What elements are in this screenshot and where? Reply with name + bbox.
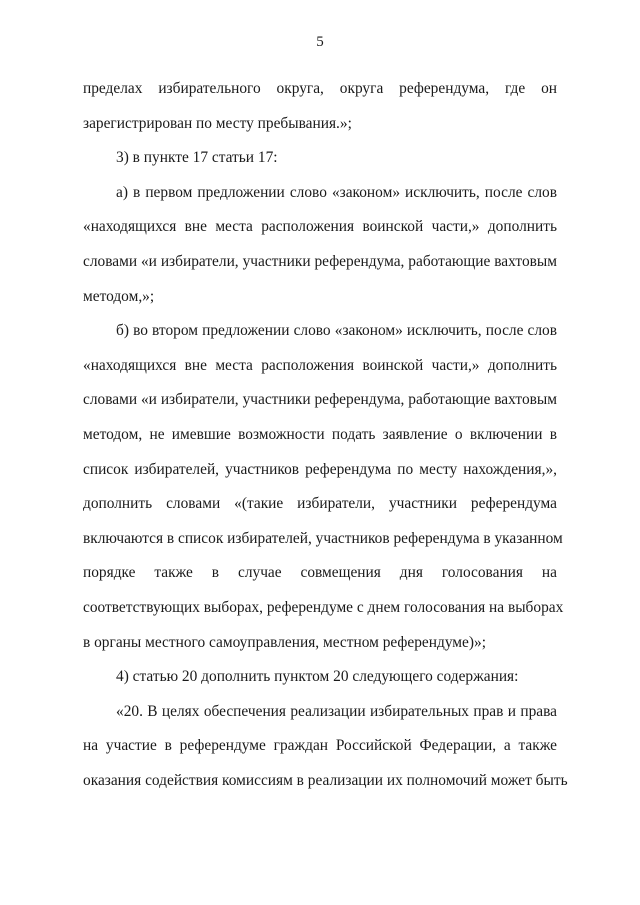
text-line: «находящихся вне места расположения воинской части,» дополнить [83,218,557,236]
text-line: словами «и избиратели, участники референдума, работающие вахтовым [83,391,557,409]
document-body [83,72,568,798]
text-line: соответствующих выборах, референдуме с днем голосования на выборах [83,598,564,616]
text-line: методом, не имевшие возможности подать заявление о включении в [83,425,557,443]
text-line: включаются в список избирателей, участников референдума в указанном [83,529,563,547]
text-line: пределах избирательного округа, округа референдума, где он [83,80,557,97]
text-line: словами «и избиратели, участники референдума, работающие вахтовым [83,252,557,270]
text-line: оказания содействия комиссиям в реализации их полномочий может быть [83,771,568,789]
text-line: 4) статью 20 дополнить пунктом 20 следующего содержания: [116,668,519,686]
text-line: «20. В целях обеспечения реализации избирательных прав и права [116,702,557,720]
text-line: дополнить словами «(такие избиратели, участники референдума [83,495,557,513]
text-line: методом,»; [83,287,155,305]
text-line: б) во втором предложении слово «законом» исключить, после слов [116,322,557,340]
text-line: зарегистрирован по месту пребывания.»; [83,114,352,132]
text-line: «находящихся вне места расположения воинской части,» дополнить [83,356,557,374]
text-line: список избирателей, участников референдума по месту нахождения,», [83,460,557,478]
page-number: 5 [316,34,324,50]
text-line: на участие в референдуме граждан Российской Федерации, а также [83,737,557,755]
text-line: порядке также в случае совмещения дня голосования на [83,564,557,582]
text-line: 3) в пункте 17 статьи 17: [116,149,278,167]
text-line: в органы местного самоуправления, местном референдуме)»; [83,633,486,651]
text-line: а) в первом предложении слово «законом» исключить, после слов [116,183,557,201]
